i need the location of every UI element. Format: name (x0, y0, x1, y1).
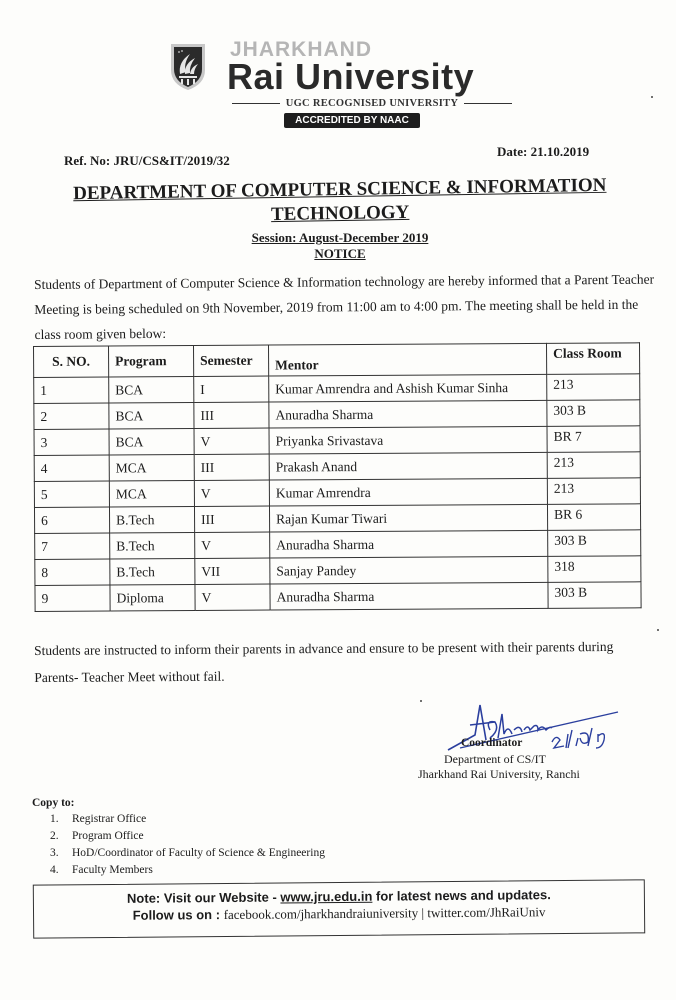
notice-date: Date: 21.10.2019 (497, 144, 590, 159)
cell-semester: III (194, 506, 269, 532)
notice-heading: NOTICE (314, 246, 366, 261)
separator: | (418, 905, 428, 921)
scan-speck (651, 96, 653, 98)
list-item-number: 4. (50, 864, 59, 876)
column-header-semester: Semester (194, 345, 269, 376)
cell-mentor: Priyanka Srivastava (269, 426, 547, 454)
social-follow-line (34, 903, 644, 924)
cell-program: BCA (109, 429, 194, 456)
university-logo-icon (168, 40, 208, 92)
footer-note-box (33, 879, 645, 938)
table-row (34, 426, 640, 456)
brand-university-name: Rai University (227, 56, 475, 97)
signatory-university: Jharkhand Rai University, Ranchi (418, 767, 580, 781)
twitter-link[interactable]: twitter.com/JhRaiUniv (427, 904, 546, 921)
cell-semester: III (194, 454, 269, 480)
scan-speck (420, 700, 422, 702)
copy-to-list (50, 811, 325, 879)
cell-program: B.Tech (110, 559, 195, 586)
cell-sno: 8 (35, 559, 110, 585)
cell-program: BCA (109, 403, 194, 430)
department-title-line2: TECHNOLOGY (270, 201, 410, 226)
signatory-department: Department of CS/IT (444, 752, 546, 766)
cell-semester: V (195, 584, 270, 610)
column-header-program: Program (109, 346, 194, 378)
cell-mentor: Prakash Anand (269, 452, 547, 480)
list-item-label: Program Office (72, 830, 144, 842)
cell-program: MCA (109, 455, 194, 482)
column-header-class-room: Class Room (546, 343, 639, 375)
cell-class-room: 303 B (547, 400, 640, 427)
cell-semester: V (194, 480, 269, 506)
cell-mentor: Anuradha Sharma (270, 582, 548, 610)
list-item (50, 862, 325, 879)
facebook-link[interactable]: facebook.com/jharkhandraiuniversity (223, 905, 419, 923)
website-link[interactable]: www.jru.edu.in (280, 888, 373, 905)
cell-mentor: Kumar Amrendra and Ashish Kumar Sinha (269, 374, 547, 402)
cell-class-room: BR 7 (547, 426, 640, 453)
signatory-designation: Coordinator (461, 737, 523, 749)
department-title-line1: DEPARTMENT OF COMPUTER SCIENCE & INFORMATION (73, 174, 607, 205)
list-item-number: 1. (50, 813, 59, 825)
list-item-number: 3. (50, 847, 59, 859)
cell-program: BCA (109, 377, 194, 404)
cell-sno: 6 (34, 507, 109, 533)
list-item (50, 828, 325, 845)
list-item-label: Registrar Office (72, 813, 147, 825)
cell-mentor: Anuradha Sharma (269, 400, 547, 428)
divider (464, 103, 512, 104)
cell-semester: I (194, 376, 269, 402)
table-row (35, 582, 641, 612)
table-row (35, 556, 641, 586)
brand-region-text: JHARKHAND (230, 38, 373, 61)
ptm-schedule-table (33, 342, 642, 612)
ugc-text: UGC RECOGNISED UNIVERSITY (285, 98, 459, 109)
cell-semester: III (194, 402, 269, 428)
list-item-label: Faculty Members (72, 864, 153, 876)
table-header-row (34, 343, 640, 378)
cell-program: B.Tech (110, 533, 195, 560)
reference-number: Ref. No: JRU/CS&IT/2019/32 (64, 153, 230, 168)
list-item (50, 845, 325, 862)
list-item-label: HoD/Coordinator of Faculty of Science & Engineering (72, 847, 325, 859)
cell-sno: 4 (34, 455, 109, 481)
copy-to-heading: Copy to: (32, 797, 75, 809)
cell-mentor: Anuradha Sharma (270, 530, 548, 558)
notice-paragraph-instruction: Students are instructed to inform their parents in advance and ensure to be present with their parents during Parents- Teacher Meet without fail. (34, 638, 614, 685)
cell-semester: V (194, 428, 269, 454)
column-header-sno: S. NO. (34, 346, 109, 377)
list-item-number: 2. (50, 830, 59, 842)
cell-class-room: 303 B (548, 582, 641, 609)
ugc-recognition-line (232, 98, 512, 109)
list-item (50, 811, 325, 828)
session-label: Session: August-December 2019 (251, 230, 429, 245)
cell-mentor: Rajan Kumar Tiwari (269, 504, 547, 532)
table-row (34, 374, 640, 404)
cell-class-room: 213 (547, 478, 640, 505)
cell-mentor: Kumar Amrendra (269, 478, 547, 506)
cell-program: MCA (109, 481, 194, 508)
cell-program: Diploma (110, 585, 195, 612)
cell-class-room: 318 (548, 556, 641, 583)
scan-speck (657, 629, 659, 631)
cell-sno: 1 (34, 377, 109, 403)
cell-class-room: BR 6 (547, 504, 640, 531)
cell-sno: 5 (34, 481, 109, 507)
table-row (34, 400, 640, 430)
cell-semester: V (195, 532, 270, 558)
cell-class-room: 213 (547, 452, 640, 479)
cell-sno: 9 (35, 585, 110, 611)
table-row (34, 452, 640, 482)
cell-sno: 7 (35, 533, 110, 559)
follow-label: Follow us on : (132, 907, 224, 923)
table-row (34, 478, 640, 508)
column-header-mentor: Mentor (268, 343, 546, 376)
table-row (34, 504, 640, 534)
cell-program: B.Tech (109, 507, 194, 534)
cell-class-room: 213 (547, 374, 640, 401)
cell-mentor: Sanjay Pandey (270, 556, 548, 584)
cell-class-room: 303 B (548, 530, 641, 557)
cell-semester: VII (195, 558, 270, 584)
note-suffix: for latest news and updates. (372, 887, 551, 904)
table-row (35, 530, 641, 560)
department-title (40, 173, 641, 230)
divider (232, 103, 280, 104)
cell-sno: 2 (34, 403, 109, 429)
notice-paragraph-intro: Students of Department of Computer Science & Information technology are hereby informed that a Parent Teacher Meeting is being scheduled on 9th November, 2019 from 11:00 am to 4:00 pm. The meeting shall be held in the class room given below: (34, 271, 655, 342)
note-prefix: Note: Visit our Website - (126, 889, 281, 906)
cell-sno: 3 (34, 429, 109, 455)
naac-badge: ACCREDITED BY NAAC (284, 113, 420, 128)
